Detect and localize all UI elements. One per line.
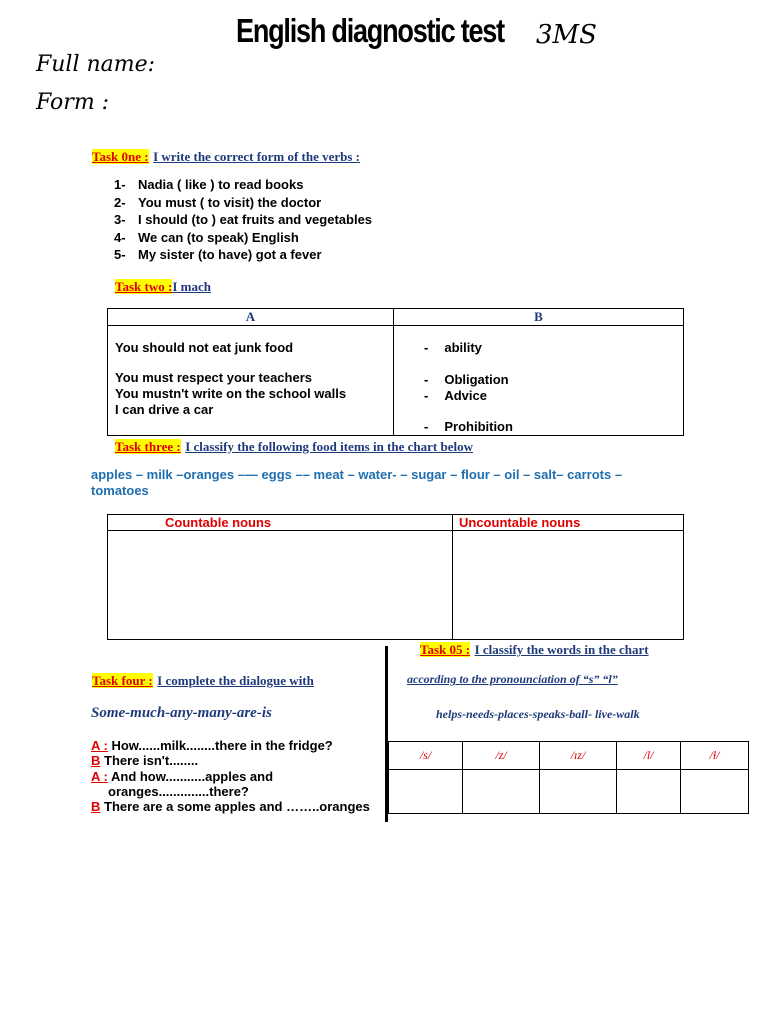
- task-four-instruction: I complete the dialogue with: [157, 673, 314, 688]
- list-item: 5- My sister (to have) got a fever: [114, 247, 322, 262]
- full-name-label: Full name:: [36, 52, 156, 77]
- dialogue-line: B There isn't........: [91, 753, 199, 769]
- match-a-item: You should not eat junk food: [115, 340, 294, 355]
- column-b-cell: [394, 326, 684, 436]
- column-b-header: B: [394, 309, 684, 326]
- uncountable-header: Uncountable nouns: [453, 515, 684, 531]
- task-four-label: Task four :: [92, 673, 153, 688]
- dialogue-line: A : And how...........apples and: [91, 768, 274, 784]
- task-three-label: Task three :: [115, 439, 181, 454]
- dialogue-line: B There are a some apples and ……..oranges: [91, 799, 370, 815]
- task-one-label: Task 0ne :: [92, 149, 149, 164]
- phoneme-header: /s/: [389, 742, 463, 770]
- phoneme-header: /ɫ/: [681, 742, 749, 770]
- task-five-heading: [420, 641, 649, 659]
- phoneme-cell[interactable]: [389, 770, 463, 814]
- nouns-table: [107, 514, 684, 640]
- task-one-instruction: I write the correct form of the verbs :: [153, 149, 361, 164]
- list-item: 1- Nadia ( like ) to read books: [114, 177, 304, 192]
- match-b-item: - Obligation: [424, 372, 509, 387]
- list-item: 2- You must ( to visit) the doctor: [114, 194, 322, 210]
- phoneme-header: /l/: [617, 742, 681, 770]
- phoneme-cell[interactable]: [540, 770, 617, 814]
- list-item: 4- We can (to speak) English: [114, 229, 299, 245]
- food-items-list: apples – milk –oranges –— eggs –– meat – water- – sugar – flour – oil – salt– carrots – tomatoes: [91, 467, 623, 498]
- phoneme-cell[interactable]: [617, 770, 681, 814]
- class-level: 3MS: [536, 20, 597, 50]
- task-two-label: Task two :: [115, 279, 173, 294]
- match-a-item: I can drive a car: [115, 402, 214, 417]
- test-title: English diagnostic test: [236, 12, 504, 49]
- uncountable-cell[interactable]: [453, 531, 684, 640]
- task-one-heading: [92, 148, 360, 166]
- countable-header: Countable nouns: [108, 515, 453, 531]
- match-a-item: You must respect your teachers: [115, 370, 312, 385]
- task-four-heading: [92, 672, 314, 690]
- pronunciation-instruction: according to the pronounciation of “s” “l”: [407, 672, 618, 686]
- dialogue: [91, 738, 387, 814]
- task-two-heading: [115, 278, 211, 296]
- task-three-instruction: I classify the following food items in the chart below: [185, 439, 473, 454]
- match-a-item: You mustn't write on the school walls: [115, 386, 347, 401]
- match-b-item: - ability: [424, 340, 482, 355]
- column-a-header: A: [108, 309, 394, 326]
- form-label: Form :: [36, 90, 110, 115]
- phoneme-cell[interactable]: [463, 770, 540, 814]
- task-five-label: Task 05 :: [420, 642, 471, 657]
- dialogue-word-bank: Some-much-any-many-are-is: [91, 705, 272, 721]
- dialogue-line: A : How......milk........there in the fridge?: [91, 738, 333, 753]
- column-a-cell: [108, 326, 394, 436]
- matching-table: [107, 308, 684, 436]
- pronunciation-words: helps-needs-places-speaks-ball- live-walk: [436, 707, 640, 721]
- match-b-item: - Advice: [424, 388, 487, 403]
- match-b-item: - Prohibition: [424, 419, 513, 434]
- list-item: 3- I should (to ) eat fruits and vegetables: [114, 212, 373, 227]
- dialogue-line: oranges..............there?: [108, 783, 249, 799]
- countable-cell[interactable]: [108, 531, 453, 640]
- task-five-instruction: I classify the words in the chart: [474, 642, 649, 657]
- phoneme-header: /z/: [463, 742, 540, 770]
- verb-list: [114, 177, 372, 265]
- phoneme-header: /ɪz/: [540, 742, 617, 770]
- task-three-heading: [115, 438, 473, 456]
- pronunciation-table: [388, 741, 749, 814]
- phoneme-cell[interactable]: [681, 770, 749, 814]
- task-two-instruction: I mach: [172, 279, 211, 294]
